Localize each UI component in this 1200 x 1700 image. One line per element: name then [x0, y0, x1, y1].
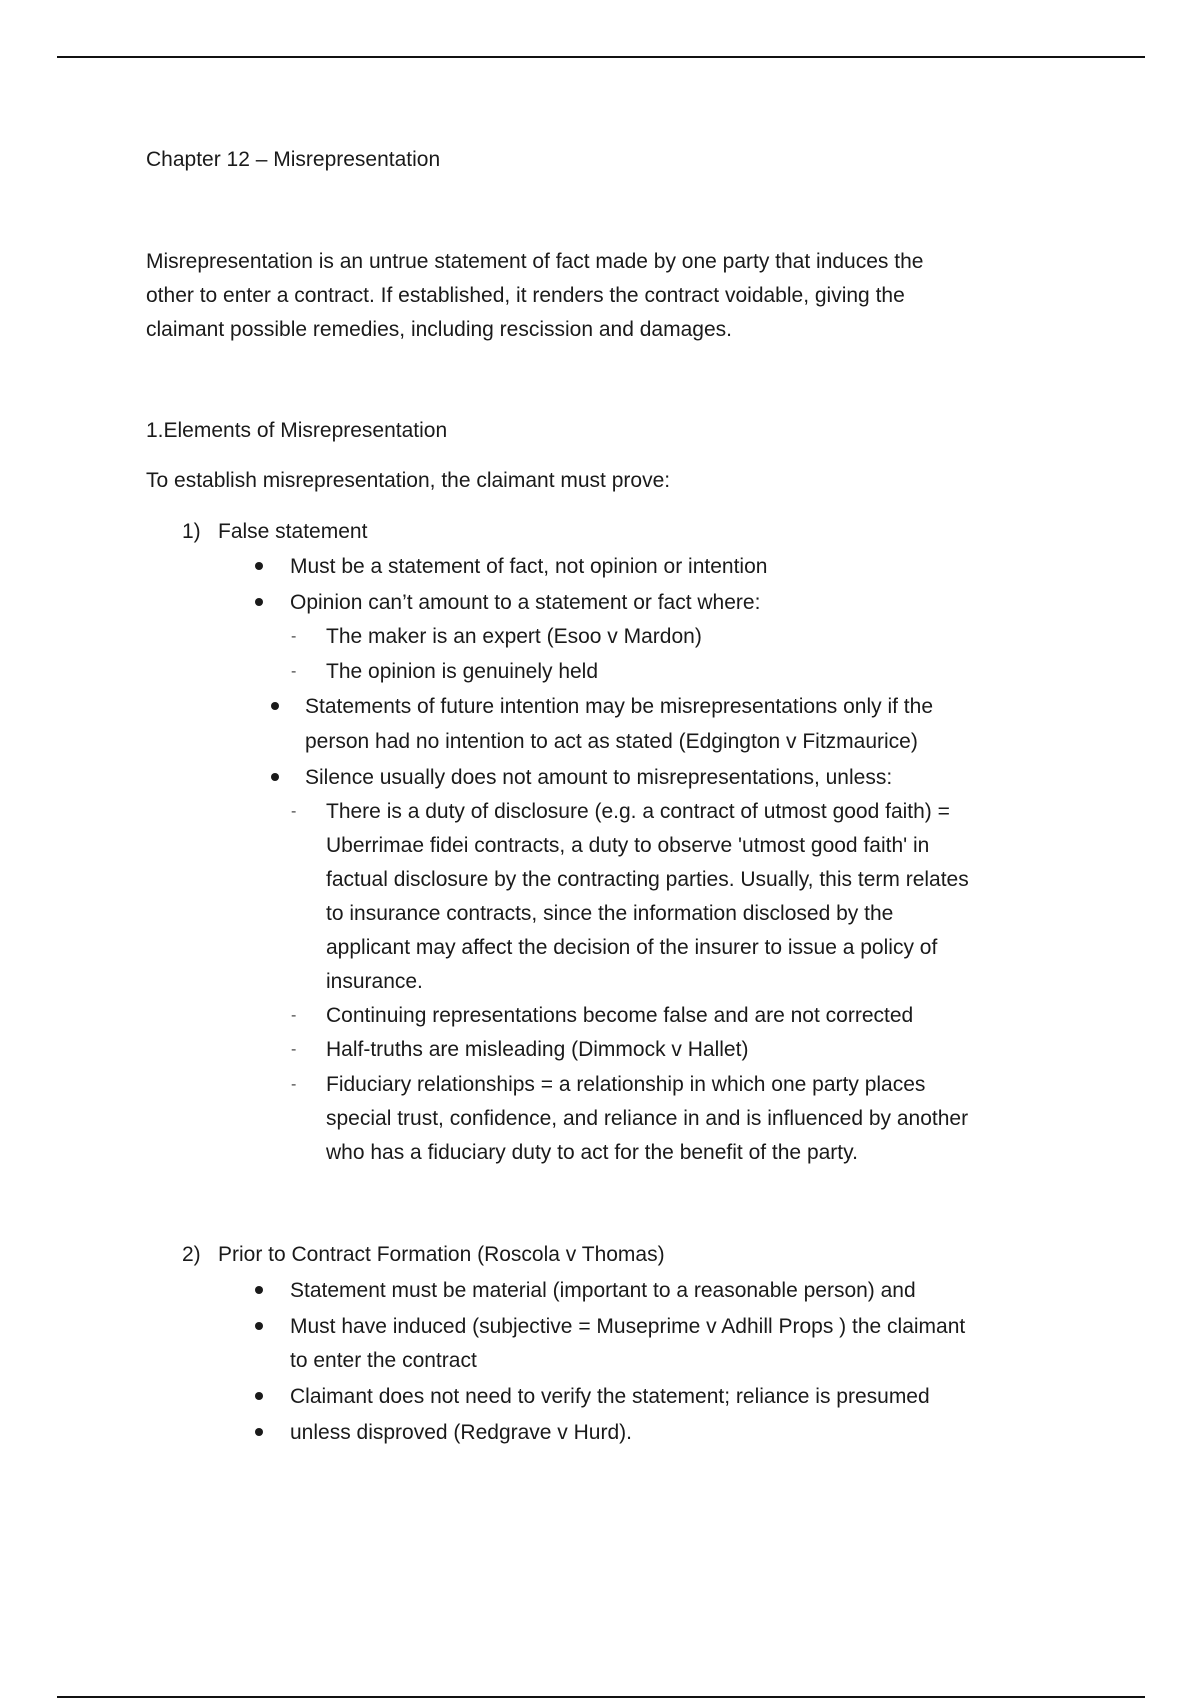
bullet-icon [255, 1322, 263, 1330]
sub-item-text: who has a fiduciary duty to act for the benefit of the party. [326, 1141, 858, 1164]
item-number: 2) [182, 1243, 201, 1266]
bullet-icon [255, 1392, 263, 1400]
intro-line: other to enter a contract. If established, it renders the contract voidable, giving the [146, 284, 905, 307]
dash-icon: - [291, 803, 297, 820]
bullet-icon [271, 702, 279, 710]
section-lead: To establish misrepresentation, the claimant must prove: [146, 469, 671, 492]
dash-icon: - [291, 1041, 297, 1058]
sub-item-text: special trust, confidence, and reliance in and is influenced by another [326, 1107, 969, 1130]
section-heading: 1.Elements of Misrepresentation [146, 419, 448, 442]
bullet-text: Statements of future intention may be misrepresentations only if the [305, 695, 934, 718]
intro-line: claimant possible remedies, including rescission and damages. [146, 318, 732, 341]
bullet-text: to enter the contract [290, 1349, 477, 1372]
sub-item-text: Half-truths are misleading (Dimmock v Hallet) [326, 1038, 749, 1061]
bullet-text: Opinion can’t amount to a statement or fact where: [290, 591, 761, 614]
item-label: False statement [218, 520, 368, 543]
sub-item-text: The maker is an expert (Esoo v Mardon) [326, 625, 702, 648]
bullet-text: Claimant does not need to verify the statement; reliance is presumed [290, 1385, 930, 1408]
sub-item-text: Uberrimae fidei contracts, a duty to observe 'utmost good faith' in [326, 834, 930, 857]
dash-icon: - [291, 1007, 297, 1024]
bullet-icon [255, 1286, 263, 1294]
dash-icon: - [291, 1076, 297, 1093]
bullet-text: Statement must be material (important to a reasonable person) and [290, 1279, 916, 1302]
bottom-rule [57, 1696, 1145, 1698]
dash-icon: - [291, 628, 297, 645]
bullet-text: Must have induced (subjective = Museprime v Adhill Props ) the claimant [290, 1315, 966, 1338]
bullet-icon [255, 1428, 263, 1436]
sub-item-text: factual disclosure by the contracting parties. Usually, this term relates [326, 868, 969, 891]
sub-item-text: Fiduciary relationships = a relationship in which one party places [326, 1073, 926, 1096]
item-label: Prior to Contract Formation (Roscola v Thomas) [218, 1243, 665, 1266]
sub-item-text: to insurance contracts, since the information disclosed by the [326, 902, 894, 925]
sub-item-text: There is a duty of disclosure (e.g. a contract of utmost good faith) = [326, 800, 950, 823]
bullet-text: Must be a statement of fact, not opinion or intention [290, 555, 768, 578]
item-number: 1) [182, 520, 201, 543]
sub-item-text: applicant may affect the decision of the insurer to issue a policy of [326, 936, 938, 959]
bullet-icon [255, 598, 263, 606]
dash-icon: - [291, 663, 297, 680]
top-rule [57, 56, 1145, 58]
chapter-title: Chapter 12 – Misrepresentation [146, 148, 441, 171]
bullet-text: person had no intention to act as stated (Edgington v Fitzmaurice) [305, 730, 918, 753]
bullet-text: Silence usually does not amount to misrepresentations, unless: [305, 766, 893, 789]
sub-item-text: insurance. [326, 970, 423, 993]
bullet-icon [255, 562, 263, 570]
bullet-icon [271, 773, 279, 781]
sub-item-text: Continuing representations become false and are not corrected [326, 1004, 914, 1027]
bullet-text: unless disproved (Redgrave v Hurd). [290, 1421, 632, 1444]
sub-item-text: The opinion is genuinely held [326, 660, 599, 683]
intro-line: Misrepresentation is an untrue statement of fact made by one party that induces the [146, 250, 924, 273]
